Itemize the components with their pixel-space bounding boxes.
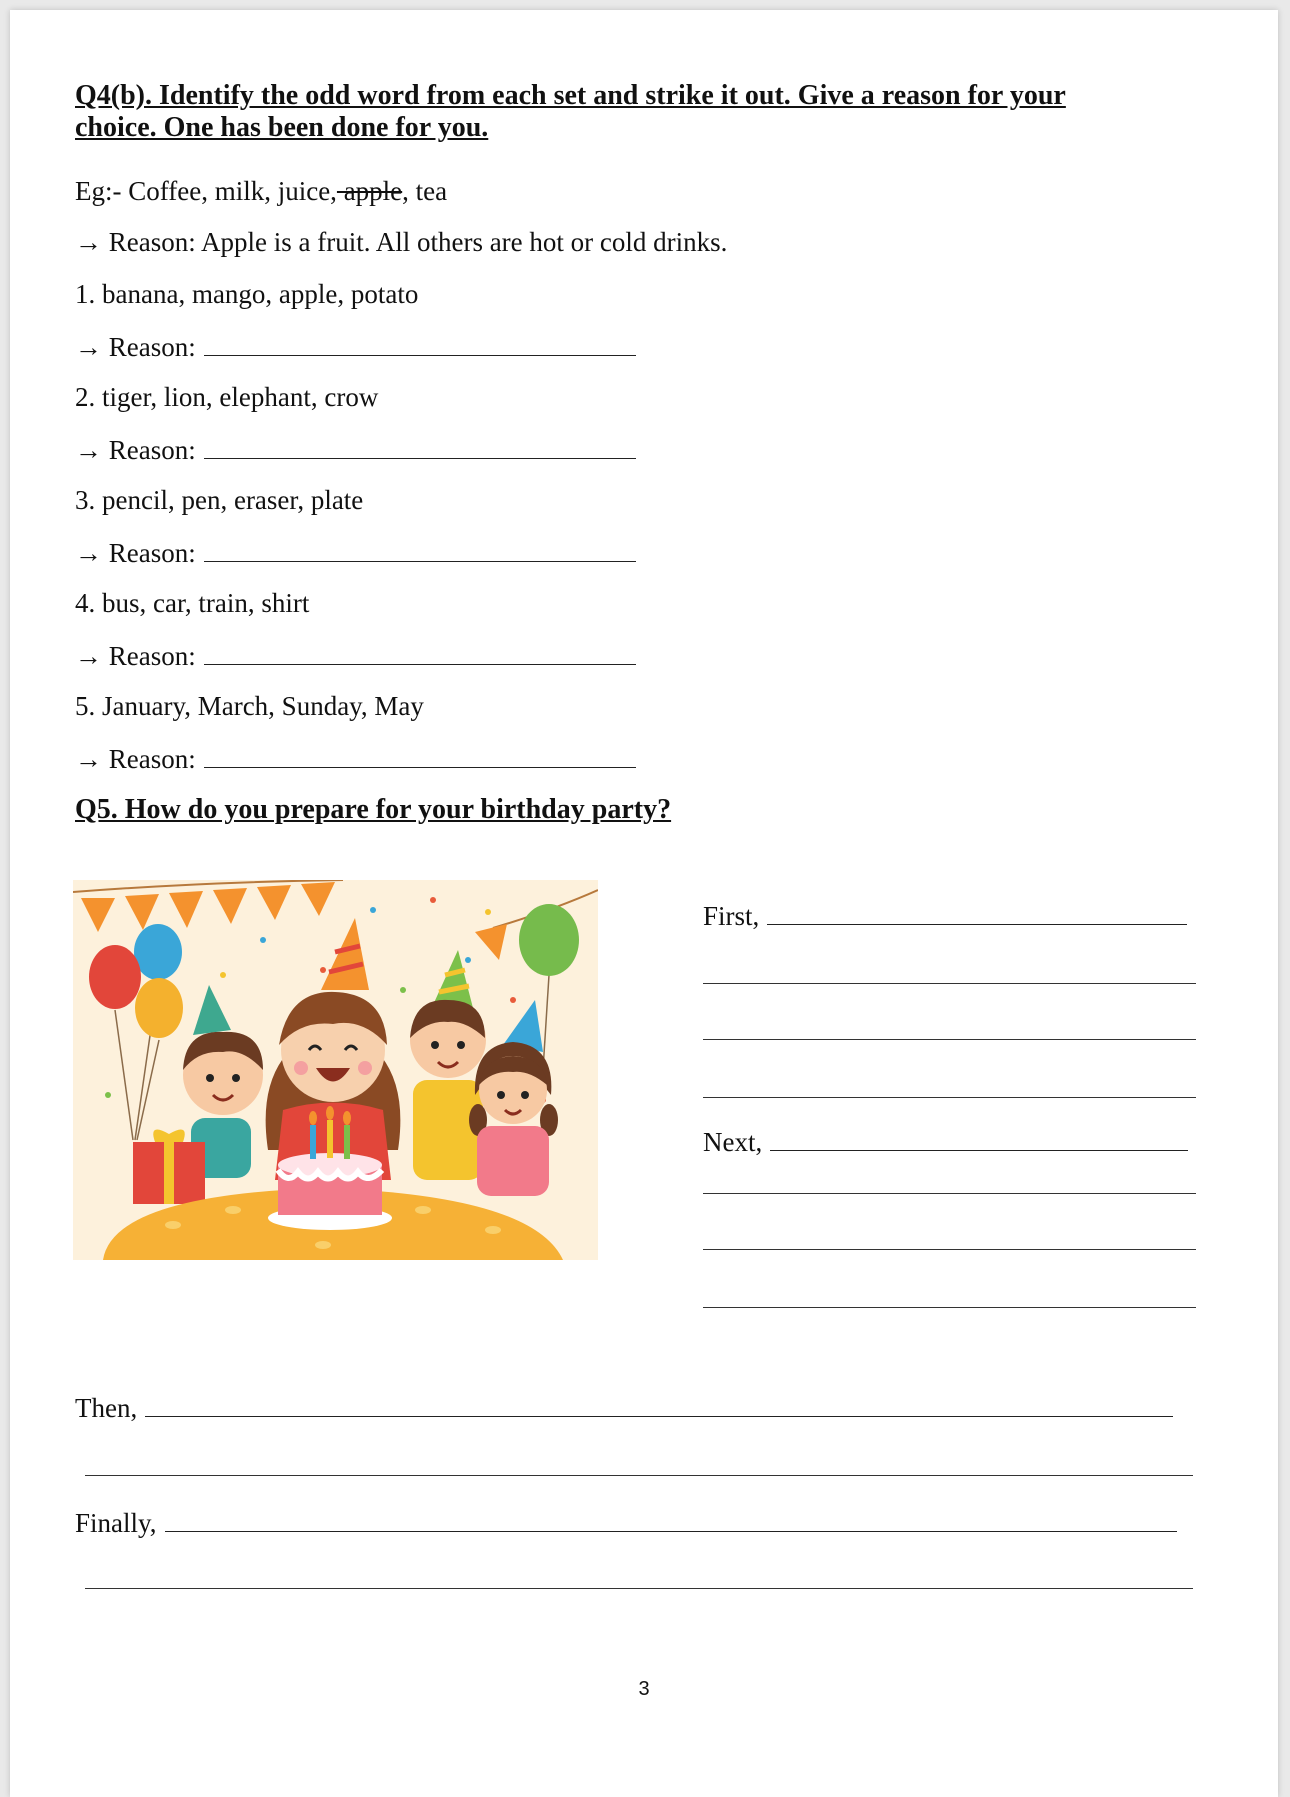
first-prompt — [703, 898, 1187, 932]
answer-line[interactable] — [85, 1588, 1193, 1589]
first-label: First, — [703, 901, 760, 931]
reason-label: → Reason: — [75, 641, 196, 671]
item-5-reason — [75, 741, 636, 775]
page-number: 3 — [638, 1678, 650, 1700]
answer-line[interactable] — [703, 1249, 1196, 1250]
reason-label: → Reason: — [75, 744, 196, 774]
reason-answer-blank[interactable] — [204, 535, 636, 562]
then-prompt — [75, 1390, 1173, 1424]
reason-label: → Reason: — [75, 332, 196, 362]
finally-prompt — [75, 1505, 1177, 1539]
answer-line[interactable] — [703, 1193, 1196, 1194]
next-prompt — [703, 1124, 1188, 1158]
next-answer-blank[interactable] — [770, 1124, 1188, 1151]
then-answer-blank[interactable] — [145, 1390, 1173, 1417]
example-reason: → Reason: Apple is a fruit. All others are hot or cold drinks. — [75, 227, 728, 257]
answer-line[interactable] — [703, 983, 1196, 984]
reason-answer-blank[interactable] — [204, 638, 636, 665]
birthday-party-illustration — [73, 880, 598, 1260]
q5-heading: Q5. How do you prepare for your birthday party? — [75, 794, 672, 825]
first-answer-blank[interactable] — [767, 898, 1187, 925]
example-words-end: , tea — [402, 176, 448, 206]
reason-answer-blank[interactable] — [204, 741, 636, 768]
reason-answer-blank[interactable] — [204, 432, 636, 459]
answer-line[interactable] — [703, 1307, 1196, 1308]
item-3-words: 3. pencil, pen, eraser, plate — [75, 485, 364, 515]
example-line — [75, 175, 447, 207]
item-3-reason — [75, 535, 636, 569]
answer-line[interactable] — [85, 1475, 1193, 1476]
answer-line[interactable] — [703, 1039, 1196, 1040]
reason-answer-blank[interactable] — [204, 329, 636, 356]
item-4-words: 4. bus, car, train, shirt — [75, 588, 310, 618]
next-label: Next, — [703, 1127, 763, 1157]
item-1-words: 1. banana, mango, apple, potato — [75, 279, 419, 309]
reason-label: → Reason: — [75, 435, 196, 465]
finally-answer-blank[interactable] — [165, 1505, 1177, 1532]
then-label: Then, — [75, 1393, 138, 1423]
struck-word: apple — [336, 176, 403, 206]
item-1-reason — [75, 329, 636, 363]
example-words: Eg:- Coffee, milk, juice, — [75, 176, 337, 206]
item-2-words: 2. tiger, lion, elephant, crow — [75, 382, 379, 412]
item-2-reason — [75, 432, 636, 466]
item-4-reason — [75, 638, 636, 672]
q4b-heading-line1: Q4(b). Identify the odd word from each set and strike it out. Give a reason for your — [75, 80, 1066, 111]
finally-label: Finally, — [75, 1508, 157, 1538]
item-5-words: 5. January, March, Sunday, May — [75, 691, 424, 721]
q4b-heading-line2: choice. One has been done for you. — [75, 112, 489, 143]
answer-line[interactable] — [703, 1097, 1196, 1098]
reason-label: → Reason: — [75, 538, 196, 568]
